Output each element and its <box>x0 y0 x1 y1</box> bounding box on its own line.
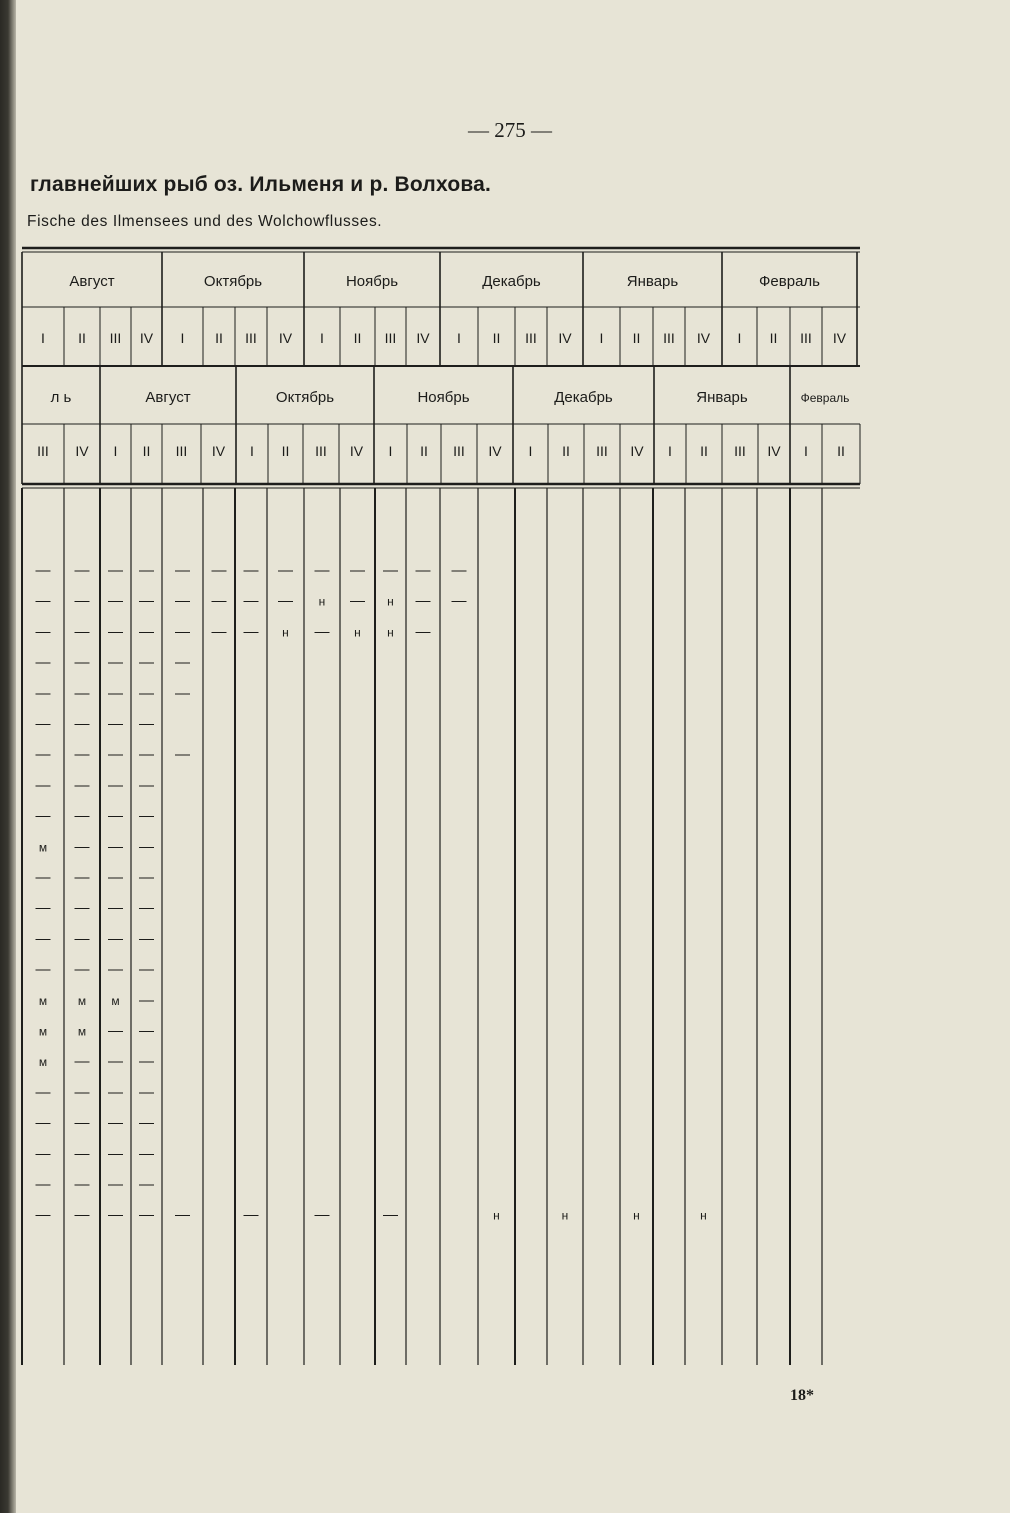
upper-decade-label: IV <box>139 330 154 346</box>
upper-decade-label: III <box>525 330 537 346</box>
lower-decade-label: I <box>804 443 808 459</box>
table-dash-mark: — <box>139 1176 154 1193</box>
table-dash-mark: — <box>139 592 154 610</box>
table-dash-mark: — <box>175 746 190 764</box>
lower-decade-label: I <box>250 443 254 459</box>
lower-decade-label: IV <box>75 443 89 459</box>
lower-decade-label: II <box>700 443 708 459</box>
table-dash-mark: — <box>139 776 154 794</box>
table-dash-mark: — <box>108 1022 123 1040</box>
table-dash-mark: — <box>35 1114 51 1132</box>
table-dash-mark: — <box>243 562 259 579</box>
table-letter-mark: н <box>282 625 289 640</box>
table-dash-mark: — <box>175 623 190 641</box>
table-dash-mark: — <box>74 746 90 764</box>
upper-decade-label: II <box>353 330 362 346</box>
lower-decade-label: II <box>562 443 570 459</box>
table-dash-mark: — <box>139 684 154 702</box>
table-dash-mark: — <box>108 1206 123 1224</box>
upper-decade-label: I <box>41 330 45 346</box>
table-letter-mark: м <box>38 840 48 855</box>
table-dash-mark: — <box>314 562 330 579</box>
lower-decade-label: III <box>453 443 465 459</box>
table-dash-mark: — <box>74 1083 90 1101</box>
table-letter-mark: м <box>111 993 120 1008</box>
page-number: — 275 — <box>468 118 552 142</box>
table-dash-mark: — <box>74 684 90 702</box>
table-dash-mark: — <box>139 838 154 856</box>
upper-decade-label: I <box>180 330 185 346</box>
table-dash-mark: — <box>175 592 190 610</box>
table-dash-mark: — <box>35 746 51 764</box>
lower-decade-label: III <box>596 443 608 459</box>
table-dash-mark: — <box>35 869 51 886</box>
table-dash-mark: — <box>108 838 123 856</box>
table-dash-mark: — <box>108 869 123 886</box>
table-dash-mark: — <box>415 623 431 641</box>
table-title-german: Fische des Ilmensees und des Wolchowflusses. <box>27 213 383 230</box>
lower-decade-label: I <box>668 443 672 459</box>
table-dash-mark: — <box>74 899 90 917</box>
table-dash-mark: — <box>35 715 51 733</box>
lower-decade-label: I <box>113 443 118 459</box>
table-letter-mark: н <box>633 1208 640 1223</box>
table-dash-mark: — <box>451 562 467 579</box>
lower-decade-label: IV <box>767 443 781 459</box>
table-dash-mark: — <box>74 1206 90 1224</box>
table-dash-mark: — <box>35 592 51 610</box>
table-dash-mark: — <box>139 930 154 948</box>
table-dash-mark: — <box>35 961 51 979</box>
table-dash-mark: — <box>108 715 123 733</box>
table-dash-mark: — <box>139 1114 154 1132</box>
table-dash-mark: — <box>108 961 123 979</box>
table-dash-mark: — <box>139 1022 154 1040</box>
upper-month-label: Август <box>69 273 115 290</box>
table-letter-mark: н <box>493 1208 500 1223</box>
upper-decade-label: I <box>599 330 604 346</box>
lower-month-label: Октябрь <box>275 389 335 406</box>
upper-month-label: Октябрь <box>203 273 263 290</box>
table-letter-mark: м <box>77 1024 87 1039</box>
table-dash-mark: — <box>108 930 123 948</box>
table-dash-mark: — <box>108 654 123 672</box>
lower-decade-label: III <box>734 443 746 459</box>
table-dash-mark: — <box>108 1176 123 1193</box>
table-dash-mark: — <box>139 562 154 579</box>
table-dash-mark: — <box>35 1206 51 1224</box>
table-title-russian: главнейших рыб оз. Ильменя и р. Волхова. <box>30 173 492 196</box>
table-dash-mark: — <box>139 654 154 672</box>
lower-decade-label: IV <box>211 443 226 459</box>
table-dash-mark: — <box>383 1206 398 1224</box>
table-dash-mark: — <box>35 899 51 917</box>
table-dash-mark: — <box>74 715 90 733</box>
table-dash-mark: — <box>35 684 51 702</box>
table-dash-mark: — <box>175 654 190 672</box>
upper-decade-label: IV <box>278 330 293 346</box>
table-dash-mark: — <box>74 869 90 886</box>
table-dash-mark: — <box>278 562 293 579</box>
table-dash-mark: — <box>211 592 227 610</box>
table-dash-mark: — <box>35 562 51 579</box>
table-dash-mark: — <box>108 1053 123 1071</box>
table-dash-mark: — <box>139 991 154 1009</box>
table-dash-mark: — <box>108 746 123 764</box>
table-dash-mark: — <box>35 930 51 948</box>
table-letter-mark: м <box>38 1055 48 1070</box>
table-dash-mark: — <box>74 776 90 794</box>
table-dash-mark: — <box>139 1206 154 1224</box>
table-dash-mark: — <box>175 684 190 702</box>
table-dash-mark: — <box>451 592 467 610</box>
table-dash-mark: — <box>108 1114 123 1132</box>
table-dash-mark: — <box>139 961 154 979</box>
upper-month-label: Январь <box>626 273 679 290</box>
upper-decade-label: III <box>663 330 675 346</box>
lower-decade-label: IV <box>630 443 644 459</box>
table-dash-mark: — <box>74 1053 90 1071</box>
table-dash-mark: — <box>350 562 365 579</box>
table-dash-mark: — <box>108 899 123 917</box>
table-dash-mark: — <box>35 1145 51 1163</box>
table-dash-mark: — <box>74 1176 90 1193</box>
upper-month-label: Ноябрь <box>345 273 399 290</box>
upper-decade-label: III <box>800 330 812 346</box>
table-dash-mark: — <box>74 1114 90 1132</box>
table-dash-mark: — <box>243 592 259 610</box>
lower-decade-label: III <box>175 443 188 459</box>
table-dash-mark: — <box>211 623 227 641</box>
table-letter-mark: м <box>38 1024 48 1039</box>
table-dash-mark: — <box>139 746 154 764</box>
lower-month-label: Январь <box>696 389 748 406</box>
table-dash-mark: — <box>175 562 190 579</box>
table-dash-mark: — <box>74 838 90 856</box>
table-dash-mark: — <box>139 1083 154 1101</box>
table-dash-mark: — <box>74 562 90 579</box>
lower-decade-label: II <box>281 443 290 459</box>
table-letter-mark: н <box>700 1208 707 1223</box>
lower-month-label: Февраль <box>800 391 850 405</box>
upper-decade-label: II <box>492 330 501 346</box>
upper-month-label: Февраль <box>759 273 820 290</box>
table-letter-mark: н <box>354 625 361 640</box>
upper-decade-label: III <box>384 330 397 346</box>
upper-decade-label: IV <box>696 330 711 346</box>
table-dash-mark: — <box>35 654 51 672</box>
table-letter-mark: м <box>38 993 48 1008</box>
lower-decade-label: II <box>420 443 428 459</box>
table-letter-mark: н <box>387 625 394 640</box>
upper-decade-label: IV <box>832 330 847 346</box>
table-dash-mark: — <box>139 623 154 641</box>
table-dash-mark: — <box>74 654 90 672</box>
table-dash-mark: — <box>108 684 123 702</box>
lower-decade-label: III <box>315 443 327 459</box>
table-letter-mark: н <box>318 594 326 609</box>
upper-decade-label: II <box>632 330 641 346</box>
table-dash-mark: — <box>278 592 293 610</box>
lower-decade-label: III <box>37 443 49 459</box>
upper-decade-label: IV <box>558 330 572 346</box>
table-dash-mark: — <box>139 1145 154 1163</box>
table-dash-mark: — <box>243 1206 259 1224</box>
table-dash-mark: — <box>108 807 123 825</box>
table-dash-mark: — <box>35 1176 51 1193</box>
table-dash-mark: — <box>108 1145 123 1163</box>
table-dash-mark: — <box>108 1083 123 1101</box>
table-dash-mark: — <box>74 961 90 979</box>
table-dash-mark: — <box>74 623 90 641</box>
upper-decade-label: I <box>320 330 324 346</box>
table-letter-mark: н <box>561 1208 569 1223</box>
signature-mark: 18* <box>790 1387 814 1404</box>
table-dash-mark: — <box>108 776 123 794</box>
upper-decade-label: IV <box>416 330 430 346</box>
table-dash-mark: — <box>243 623 259 641</box>
table-dash-mark: — <box>74 930 90 948</box>
table-dash-mark: — <box>383 562 398 579</box>
table-dash-mark: — <box>139 1053 154 1071</box>
table-dash-mark: — <box>314 1206 330 1224</box>
upper-decade-label: I <box>457 330 461 346</box>
table-dash-mark: — <box>139 715 154 733</box>
table-dash-mark: — <box>74 1145 90 1163</box>
lower-month-label: Декабрь <box>554 389 613 406</box>
lower-month-label: л ь <box>50 389 72 406</box>
table-dash-mark: — <box>74 592 90 610</box>
table-dash-mark: — <box>108 562 123 579</box>
table-dash-mark: — <box>108 623 123 641</box>
table-letter-mark: н <box>387 594 394 609</box>
upper-decade-label: II <box>78 330 86 346</box>
lower-decade-label: II <box>142 443 151 459</box>
table-dash-mark: — <box>175 1206 190 1224</box>
lower-month-label: Ноябрь <box>417 389 470 406</box>
table-dash-mark: — <box>314 623 330 641</box>
table-dash-mark: — <box>35 807 51 825</box>
upper-decade-label: III <box>109 330 122 346</box>
table-dash-mark: — <box>139 807 154 825</box>
lower-decade-label: IV <box>488 443 502 459</box>
table-dash-mark: — <box>139 869 154 886</box>
table-dash-mark: — <box>350 592 365 610</box>
upper-month-label: Декабрь <box>482 273 541 290</box>
lower-decade-label: I <box>388 443 393 459</box>
table-letter-mark: м <box>77 993 87 1008</box>
table-dash-mark: — <box>35 623 51 641</box>
table-dash-mark: — <box>139 899 154 917</box>
table-dash-mark: — <box>415 592 431 610</box>
upper-decade-label: I <box>737 330 742 346</box>
table-dash-mark: — <box>415 562 431 579</box>
upper-decade-label: II <box>215 330 223 346</box>
lower-decade-label: IV <box>349 443 364 459</box>
table-dash-mark: — <box>35 1083 51 1101</box>
lower-month-label: Август <box>145 389 191 406</box>
lower-decade-label: II <box>837 443 845 459</box>
upper-decade-label: III <box>245 330 257 346</box>
lower-decade-label: I <box>528 443 533 459</box>
table-dash-mark: — <box>35 776 51 794</box>
table-dash-mark: — <box>108 592 123 610</box>
table-dash-mark: — <box>74 807 90 825</box>
upper-decade-label: II <box>769 330 778 346</box>
table-dash-mark: — <box>211 562 227 579</box>
